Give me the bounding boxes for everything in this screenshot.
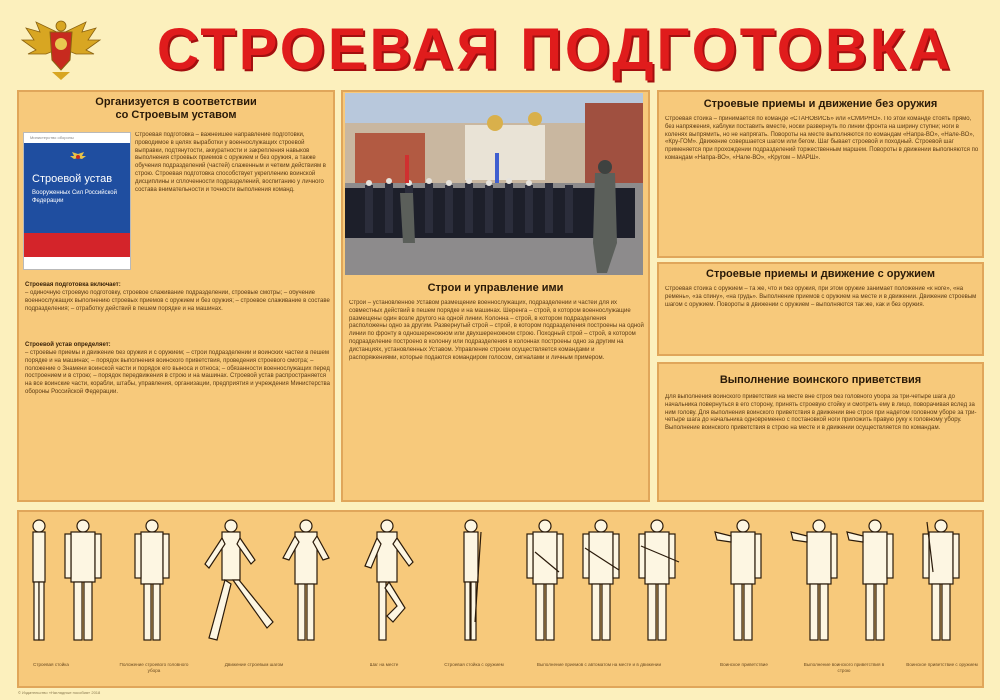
figure-caption-7: Воинское приветствие xyxy=(720,662,768,667)
left-panel-heading-line2: со Строевым уставом xyxy=(115,109,237,121)
left-panel xyxy=(17,90,335,502)
figure-caption-1: Строевая стойка xyxy=(33,662,69,667)
soldier-figure-salute-rifle xyxy=(923,520,959,640)
right-panel-3-text: Для выполнения воинского приветствия на месте вне строя без головного убора за три-четыре шага до начальника повернуться в его сторону, принять строевую стойку и смотреть ему в лицо, поворачивая вслед за ним голову. Для выполнения воинского приветствия в движении вне строя при надетом головном уборе за три-четыре шага до начальника одновременно с постановкой ноги приложить правую руку к головному убору. Выполнение воинского приветствия в строю на месте и в движении осуществляется по командам. xyxy=(665,394,977,432)
figure-caption-3: Движение строевым шагом xyxy=(224,662,284,667)
statute-book xyxy=(23,132,131,270)
army-emblem-icon xyxy=(16,14,106,82)
block2-text: – строевые приемы и движение без оружия и с оружием; – строи подразделений и воинских частей в пешем порядке и на машинах; – порядок выполнения воинского приветствия, проведения строевого смотра; – положение о Знамени воинской части и порядок его выноса и относа; – обязанности военнослужащих перед построением и в строю; – порядок передвижения в строю и на машинах. Строевой устав распространяется на все воинские части, корабли, штабы, управления, организации, предприятия и учреждения Министерства обороны Российской Федерации. xyxy=(25,350,331,395)
right-panel-2-heading: Строевые приемы и движение с оружием xyxy=(706,268,935,280)
parade-photo xyxy=(345,93,643,275)
right-panel-2 xyxy=(657,262,984,356)
block2-title: Строевой устав определяет: xyxy=(25,342,111,348)
block1-text: – одиночную строевую подготовку, строевое слаживание подразделений, строевые смотры; – обучение военнослужащих выполнению строевых приемов с оружием и без оружия; – строевое слаживание в составе подразделения; – отработку действий в пешем порядке и на машинах. xyxy=(25,290,330,312)
book-subtitle: Вооруженных Сил Российской Федерации xyxy=(32,190,117,204)
soldier-figure-salute-3 xyxy=(847,520,893,640)
figure-caption-2: Положение строевого головного убора xyxy=(119,662,189,673)
center-panel-heading: Строи и управление ими xyxy=(427,282,564,294)
soldier-figure-headgear xyxy=(135,520,169,640)
eagle-icon xyxy=(70,151,86,165)
soldier-figure-step-in-place xyxy=(365,520,413,640)
soldier-figure-rifle-2 xyxy=(583,520,619,640)
soldier-figures xyxy=(19,512,982,660)
right-panel-2-text: Строевая стойка с оружием – та же, что и без оружия, при этом оружие занимает положение «к ноге», «на ремень», «за спину», «на грудь». Выполнение приемов с оружием на месте и в движении. Движение строевым шагом с оружием. Повороты в движении с оружием – выполняются так же, как и без оружия. xyxy=(665,286,977,308)
figure-caption-9: Воинское приветствие с оружием xyxy=(906,662,978,667)
soldier-figure-salute-1 xyxy=(715,520,761,640)
figure-caption-4: Шаг на месте xyxy=(369,662,399,667)
figure-caption-5: Строевая стойка с оружием xyxy=(444,662,504,667)
left-panel-intro-text: Строевая подготовка – важнейшее направление подготовки, проводимое в целях выработки у военнослужащих строевой выправки, подтянутости, аккуратности и закрепления навыков выполнения строевых приемов с оружием и без оружия, а также обучения подразделений (частей) слаженным и четким действиям в строю. Строевая подготовка способствует укреплению воинской дисциплины и сплоченности подразделений, воспитанию у личного состава внимательности и точности выполнения команд. xyxy=(135,132,326,193)
figure-caption-6: Выполнение приемов с автоматом на месте и в движении xyxy=(536,662,662,667)
soldier-figure-side xyxy=(33,520,45,640)
soldier-figure-front xyxy=(65,520,101,640)
soldier-figure-arms-bent xyxy=(283,520,329,640)
center-panel-text: Строй – установленное Уставом размещение военнослужащих, подразделений и частей для их совместных действий в пешем порядке и на машинах. Шеренга – строй, в котором военнослужащие размещены один возле другого на одной линии. Колонна – строй, в котором подразделения расположены одно за другим. Развернутый строй – строй, в котором подразделения построены на одной линии по фронту в одношереножном или двухшереножном строю. Походный строй – строй, в котором подразделение построено в колонну или подразделения в колоннах построены одно за другим на дистанциях, установленных Уставом. Управление строем осуществляется командами и распоряжениями, которые подаются командиром голосом, сигналами и личным примером. xyxy=(349,300,644,361)
soldier-figure-salute-2 xyxy=(791,520,837,640)
figures-strip xyxy=(17,510,984,688)
book-header: Министерство обороны xyxy=(24,133,130,143)
soldier-figure-marching xyxy=(205,520,273,640)
left-panel-heading-line1: Организуется в соответствии xyxy=(95,96,257,108)
right-panel-3-heading: Выполнение воинского приветствия xyxy=(719,374,922,386)
right-panel-1 xyxy=(657,90,984,258)
book-title: Строевой устав xyxy=(32,173,113,185)
right-panel-3 xyxy=(657,362,984,502)
soldier-figure-rifle-3 xyxy=(639,520,679,640)
right-panel-1-heading: Строевые приемы и движение без оружия xyxy=(703,98,938,110)
soldier-figure-rifle-1 xyxy=(527,520,563,640)
poster-title: СТРОЕВАЯ ПОДГОТОВКА xyxy=(156,17,954,82)
figure-caption-8: Выполнение воинского приветствия в строю xyxy=(803,662,885,673)
block1-title: Строевая подготовка включает: xyxy=(25,282,121,288)
right-panel-1-text: Строевая стойка – принимается по команде «СТАНОВИСЬ» или «СМИРНО». По этой команде стоять прямо, без напряжения, каблуки поставить вместе, носки развернуть по линии фронта на ширину ступни; ноги в коленях выпрямить, но не напрягать. Повороты на месте выполняются по командам «Напра-ВО», «Нале-ВО», «Кру-ГОМ». Движение совершается шагом или бегом. Шаг бывает строевой и походный. Строевой шаг применяется при прохождении подразделений торжественным маршем. Повороты в движении выполняются по командам «Напра-ВО», «Нале-ВО», «Кругом – МАРШ». xyxy=(665,116,979,161)
soldier-figure-rifle-side xyxy=(464,520,481,640)
footer-text: © Издательство «Наглядные пособия» 2018 xyxy=(18,690,101,695)
